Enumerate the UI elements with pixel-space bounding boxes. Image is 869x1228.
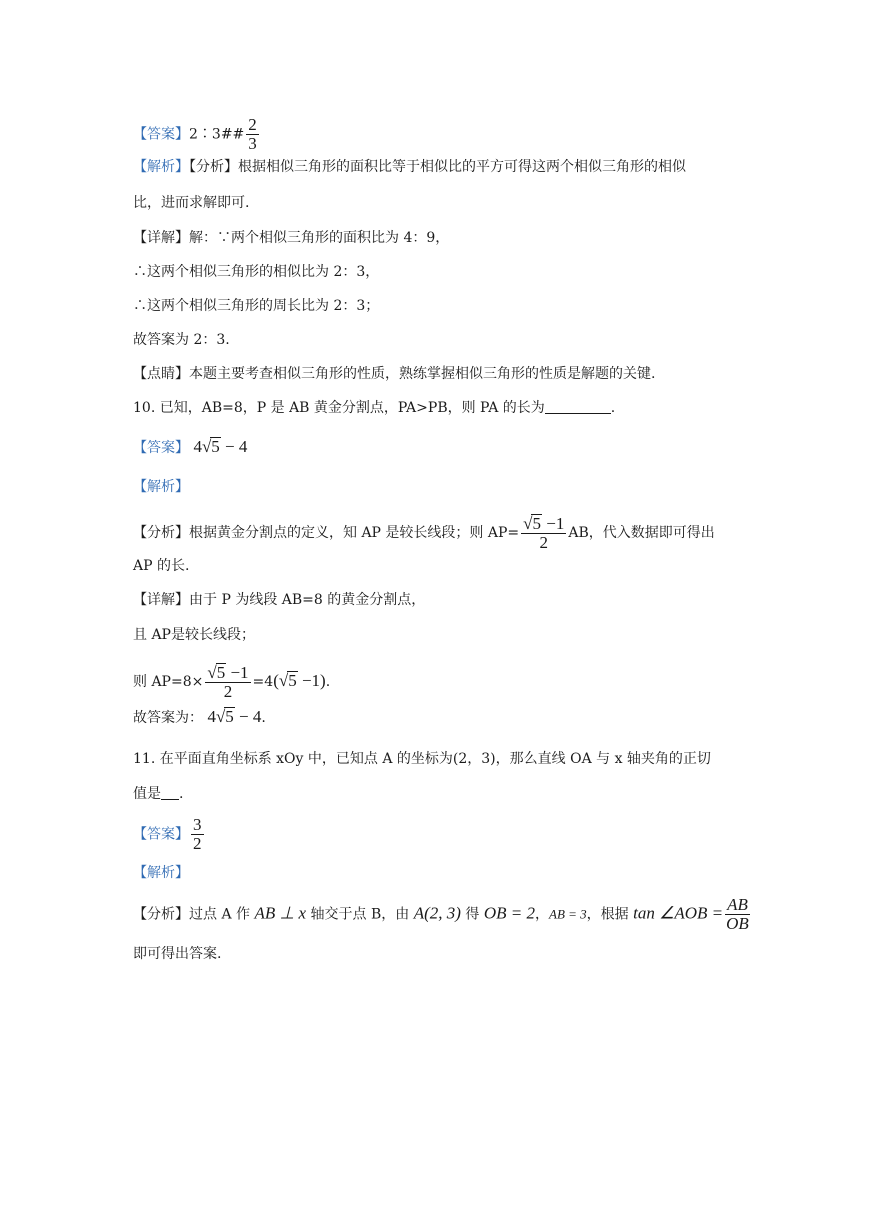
q10-answer-line xyxy=(133,437,247,458)
final-expression: 4√5 − 4 xyxy=(207,707,262,726)
expression-tail: − 4 xyxy=(239,707,262,726)
question-end: . xyxy=(610,400,616,416)
detail-end: . xyxy=(325,674,331,690)
q10-analysis-line-2: AP 的长. xyxy=(133,558,190,574)
answer-tag: 【答案】 xyxy=(133,126,189,143)
comment-tag: 【点睛】 xyxy=(133,366,189,382)
numerator-tail: −1 xyxy=(230,663,249,682)
analysis-text-3: 得 xyxy=(465,906,480,923)
math-ob: OB = 2 xyxy=(483,903,536,923)
answer-text: 2∶3## xyxy=(189,126,245,143)
q9-detail-line-4: 故答案为 2：3. xyxy=(133,332,230,348)
question-text: 10. 已知，AB=8，P 是 AB 黄金分割点，PA>PB，则 PA 的长为 xyxy=(133,400,545,416)
q10-question xyxy=(133,398,615,418)
q11-question-line-2 xyxy=(133,784,183,804)
tan-fraction xyxy=(725,896,750,933)
detail-pre: 故答案为： xyxy=(133,710,203,726)
fraction-denominator: OB xyxy=(726,914,749,933)
q10-analysis-tag: 【解析】 xyxy=(133,479,189,495)
q11-analysis-line-2: 即可得出答案. xyxy=(133,946,222,962)
paren-tail: −1) xyxy=(301,671,326,690)
radicand: 5 xyxy=(288,671,297,690)
detail-tag: 【详解】 xyxy=(133,230,189,246)
coefficient: 4 xyxy=(207,707,216,726)
analysis-text: 根据相似三角形的面积比等于相似比的平方可得这两个相似三角形的相似 xyxy=(238,159,686,175)
fraction-numerator: 2 xyxy=(248,115,257,134)
analysis-sub-tag: 【分析】 xyxy=(189,159,238,175)
fraction-numerator: 3 xyxy=(193,815,202,834)
analysis-text-5: ，根据 xyxy=(586,906,629,923)
math-perpendicular: AB ⊥ x xyxy=(254,903,307,923)
answer-expression: 4√5 − 4 xyxy=(193,437,248,456)
q9-detail-line-1 xyxy=(133,228,449,248)
q10-detail-line-1 xyxy=(133,590,425,610)
q10-detail-line-4 xyxy=(133,707,266,728)
analysis-text-4: ， xyxy=(535,906,550,923)
math-ab: AB = 3 xyxy=(549,906,587,922)
expression-tail: − 4 xyxy=(225,437,248,456)
math-tan: tan ∠AOB = xyxy=(633,903,724,923)
fraction-denominator: 2 xyxy=(539,533,548,552)
answer-blank xyxy=(161,785,179,800)
q9-comment-line xyxy=(133,364,655,384)
q9-answer-line xyxy=(133,116,261,153)
analysis-text-1: 过点 A 作 xyxy=(189,906,251,923)
fraction-numerator: √5 −1 xyxy=(207,663,249,682)
q10-analysis-line xyxy=(133,514,715,552)
q11-question: 11. 在平面直角坐标系 xOy 中，已知点 A 的坐标为(2，3)，那么直线 OA 与 x 轴夹角的正切 xyxy=(133,751,711,767)
radicand: 5 xyxy=(532,514,541,533)
golden-ratio-fraction xyxy=(521,514,566,552)
analysis-sub-tag: 【分析】 xyxy=(133,525,189,541)
analysis-sub-tag: 【分析】 xyxy=(133,906,189,923)
analysis-tag: 【解析】 xyxy=(133,159,189,175)
radicand: 5 xyxy=(216,663,226,682)
q11-analysis-tag: 【解析】 xyxy=(133,865,189,881)
answer-blank xyxy=(545,399,611,414)
q9-analysis-line-2: 比，进而求解即可. xyxy=(133,195,250,211)
comment-text: 本题主要考查相似三角形的性质，熟练掌握相似三角形的性质是解题的关键. xyxy=(189,366,656,382)
fraction-denominator: 2 xyxy=(193,834,202,853)
fraction-denominator: 2 xyxy=(223,682,233,701)
detail-fraction xyxy=(205,663,250,701)
detail-mid: =4 xyxy=(252,674,274,690)
paren-open: ( xyxy=(273,671,279,690)
numerator-tail: −1 xyxy=(546,514,565,533)
q9-analysis-line xyxy=(133,157,686,177)
q10-detail-line-3 xyxy=(133,663,330,701)
detail-paren-expression: (√5 −1) xyxy=(273,671,326,690)
detail-text: 解：∵两个相似三角形的面积比为 4：9， xyxy=(189,230,450,246)
math-point-a: A(2, 3) xyxy=(413,903,461,923)
q11-analysis-line xyxy=(133,896,752,933)
detail-tag: 【详解】 xyxy=(133,592,189,608)
analysis-text: 根据黄金分割点的定义，知 AP 是较长线段；则 AP= xyxy=(189,525,520,541)
detail-pre: 则 AP=8× xyxy=(133,674,204,690)
answer-fraction xyxy=(191,816,204,853)
fraction-denominator: 3 xyxy=(248,134,257,153)
analysis-text-2: 轴交于点 B，由 xyxy=(310,906,410,923)
radicand: 5 xyxy=(225,707,234,726)
detail-end: . xyxy=(261,710,266,726)
q10-detail-line-2: 且 AP是较长线段； xyxy=(133,627,255,643)
question-end: . xyxy=(179,786,184,802)
fraction-numerator: √5 −1 xyxy=(523,514,565,533)
answer-tag: 【答案】 xyxy=(133,826,189,843)
answer-tag: 【答案】 xyxy=(133,440,189,456)
analysis-text-after: AB，代入数据即可得出 xyxy=(568,525,715,541)
detail-text: 由于 P 为线段 AB=8 的黄金分割点， xyxy=(189,592,426,608)
question-text: 值是 xyxy=(133,786,161,802)
answer-fraction xyxy=(246,116,259,153)
coefficient: 4 xyxy=(193,437,202,456)
fraction-numerator: AB xyxy=(727,895,748,914)
q9-detail-line-2: ∴这两个相似三角形的相似比为 2：3， xyxy=(133,264,380,280)
q9-detail-line-3: ∴这两个相似三角形的周长比为 2：3； xyxy=(133,298,380,314)
radicand: 5 xyxy=(211,437,220,456)
q11-answer-line xyxy=(133,816,206,853)
